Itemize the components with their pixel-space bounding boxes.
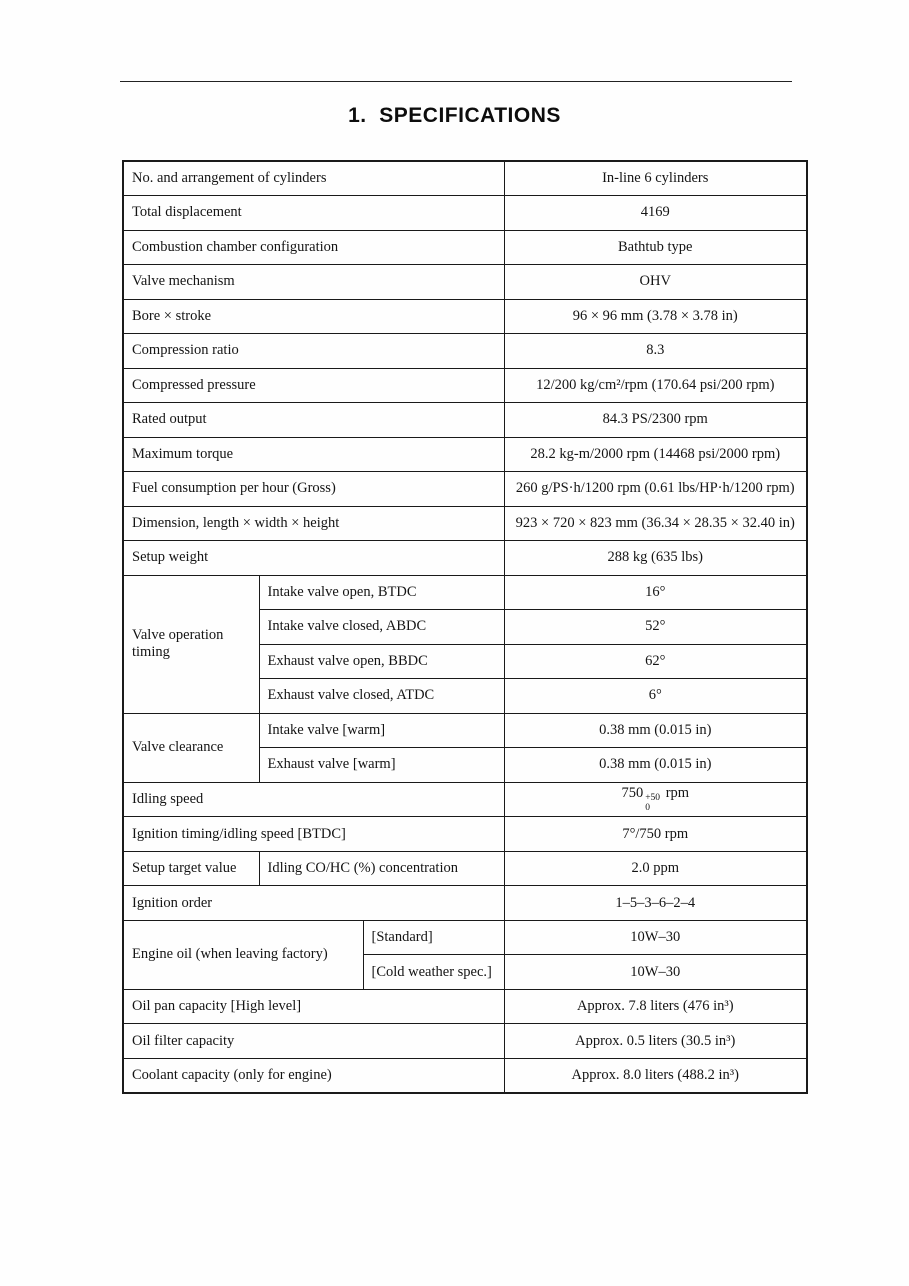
spec-value: 7°/750 rpm [504,817,807,852]
spec-value: 288 kg (635 lbs) [504,541,807,576]
spec-value: 62° [504,644,807,679]
spec-value [504,782,807,817]
spec-value: 0.38 mm (0.015 in) [504,748,807,783]
spec-label: Ignition order [123,886,504,921]
spec-value: 84.3 PS/2300 rpm [504,403,807,438]
spec-group-label: Valve operation timing [123,575,259,713]
spec-value: 10W–30 [504,920,807,955]
table-row [123,196,807,231]
spec-sublabel: Exhaust valve [warm] [259,748,504,783]
spec-sublabel: Idling CO/HC (%) concentration [259,851,504,886]
spec-value: 28.2 kg-m/2000 rpm (14468 psi/2000 rpm) [504,437,807,472]
idling-speed-base: 750 [621,784,644,801]
spec-value: 52° [504,610,807,645]
spec-label: Compression ratio [123,334,504,369]
spec-label: Total displacement [123,196,504,231]
spec-sublabel: [Cold weather spec.] [363,955,504,990]
spec-value: 2.0 ppm [504,851,807,886]
table-row [123,299,807,334]
table-row [123,575,807,610]
table-row [123,1024,807,1059]
spec-label: Idling speed [123,782,504,817]
idling-speed-tolerance [645,793,660,815]
table-row [123,989,807,1024]
spec-value: 16° [504,575,807,610]
spec-value: Approx. 7.8 liters (476 in³) [504,989,807,1024]
table-row [123,782,807,817]
table-row [123,886,807,921]
spec-sublabel: Intake valve open, BTDC [259,575,504,610]
table-row [123,541,807,576]
page-title: 1. SPECIFICATIONS [348,104,561,127]
specifications-table [122,160,808,1094]
spec-value: Bathtub type [504,230,807,265]
spec-label: Oil pan capacity [High level] [123,989,504,1024]
spec-label: Compressed pressure [123,368,504,403]
spec-value: OHV [504,265,807,300]
spec-sublabel: [Standard] [363,920,504,955]
spec-label: Fuel consumption per hour (Gross) [123,472,504,507]
spec-label: Oil filter capacity [123,1024,504,1059]
spec-label: Bore × stroke [123,299,504,334]
spec-label: Setup target value [123,851,259,886]
spec-sublabel: Exhaust valve closed, ATDC [259,679,504,714]
spec-value: 10W–30 [504,955,807,990]
spec-value: 4169 [504,196,807,231]
spec-sublabel: Exhaust valve open, BBDC [259,644,504,679]
spec-value: Approx. 0.5 liters (30.5 in³) [504,1024,807,1059]
spec-label: Coolant capacity (only for engine) [123,1058,504,1093]
table-row [123,403,807,438]
spec-label: Setup weight [123,541,504,576]
table-row [123,817,807,852]
tolerance-lower: 0 [645,803,650,814]
spec-label: Maximum torque [123,437,504,472]
spec-value: 12/200 kg/cm²/rpm (170.64 psi/200 rpm) [504,368,807,403]
spec-value: In-line 6 cylinders [504,161,807,196]
spec-value: 0.38 mm (0.015 in) [504,713,807,748]
spec-label: Valve mechanism [123,265,504,300]
spec-value: 260 g/PS·h/1200 rpm (0.61 lbs/HP·h/1200 rpm) [504,472,807,507]
spec-value: 96 × 96 mm (3.78 × 3.78 in) [504,299,807,334]
table-row [123,851,807,886]
table-row [123,230,807,265]
spec-value: 6° [504,679,807,714]
spec-label: No. and arrangement of cylinders [123,161,504,196]
tolerance-upper: +50 [645,792,661,803]
table-row [123,265,807,300]
table-row [123,920,807,955]
spec-label: Rated output [123,403,504,438]
header-rule [120,81,792,82]
spec-label: Dimension, length × width × height [123,506,504,541]
table-row [123,437,807,472]
spec-value: 1–5–3–6–2–4 [504,886,807,921]
idling-speed-unit: rpm [665,784,690,801]
spec-label: Combustion chamber configuration [123,230,504,265]
table-row [123,334,807,369]
spec-label: Ignition timing/idling speed [BTDC] [123,817,504,852]
spec-sublabel: Intake valve closed, ABDC [259,610,504,645]
table-row [123,472,807,507]
spec-sublabel: Intake valve [warm] [259,713,504,748]
spec-group-label: Valve clearance [123,713,259,782]
table-row [123,161,807,196]
table-row [123,713,807,748]
spec-value: Approx. 8.0 liters (488.2 in³) [504,1058,807,1093]
spec-value: 8.3 [504,334,807,369]
table-row [123,1058,807,1093]
spec-group-label: Engine oil (when leaving factory) [123,920,363,989]
spec-value: 923 × 720 × 823 mm (36.34 × 28.35 × 32.40 in) [504,506,807,541]
table-row [123,368,807,403]
table-row [123,506,807,541]
